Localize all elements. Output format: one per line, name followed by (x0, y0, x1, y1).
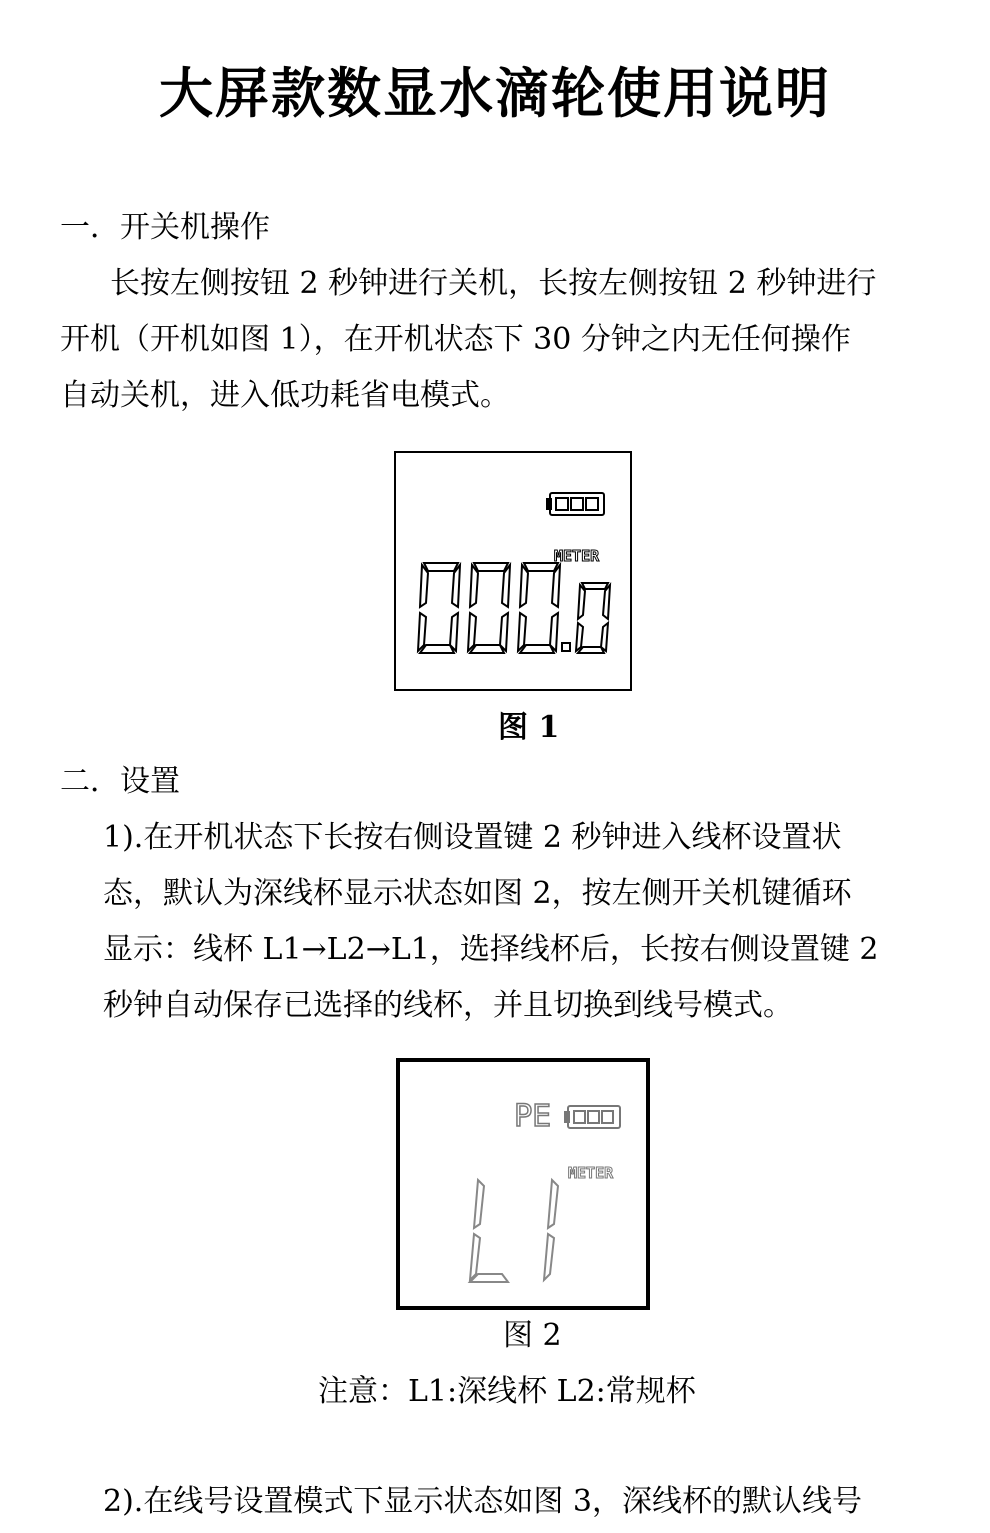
section-1-line-2: 开机（开机如图 1），在开机状态下 30 分钟之内无任何操作 (60, 322, 851, 357)
section-2-heading: 二．设置 (60, 764, 180, 799)
meter-label: METER (568, 1164, 614, 1182)
section-2-item-1-line-1: 1).在开机状态下长按右侧设置键 2 秒钟进入线杯设置状 (103, 820, 842, 855)
figure-2-lcd-display (396, 1058, 650, 1310)
section-1-heading: 一．开关机操作 (60, 210, 270, 245)
section-2-item-1-line-3: 显示：线杯 L1→L2→L1，选择线杯后，长按右侧设置键 2 (103, 932, 879, 967)
lcd-digits (470, 1180, 558, 1282)
figure-1-caption: 图 1 (498, 710, 560, 745)
lcd-digits (418, 563, 610, 653)
section-2-item-1-line-4: 秒钟自动保存已选择的线杯，并且切换到线号模式。 (103, 988, 793, 1023)
section-1-line-1: 长按左侧按钮 2 秒钟进行关机，长按左侧按钮 2 秒钟进行 (110, 266, 877, 301)
page-title: 大屏款数显水滴轮使用说明 (159, 62, 831, 125)
pe-label: PE (514, 1099, 552, 1134)
figure-2-caption: 图 2 (503, 1318, 562, 1353)
section-2-item-2-line-1: 2).在线号设置模式下显示状态如图 3，深线杯的默认线号 (103, 1484, 862, 1519)
section-1-line-3: 自动关机，进入低功耗省电模式。 (60, 378, 510, 413)
battery-icon (547, 493, 604, 515)
figure-1-lcd-display (394, 451, 632, 691)
note-text: 注意：L1:深线杯 L2:常规杯 (318, 1374, 696, 1409)
battery-icon (565, 1106, 620, 1128)
meter-label: METER (554, 547, 600, 565)
section-2-item-1-line-2: 态，默认为深线杯显示状态如图 2，按左侧开关机键循环 (103, 876, 852, 911)
